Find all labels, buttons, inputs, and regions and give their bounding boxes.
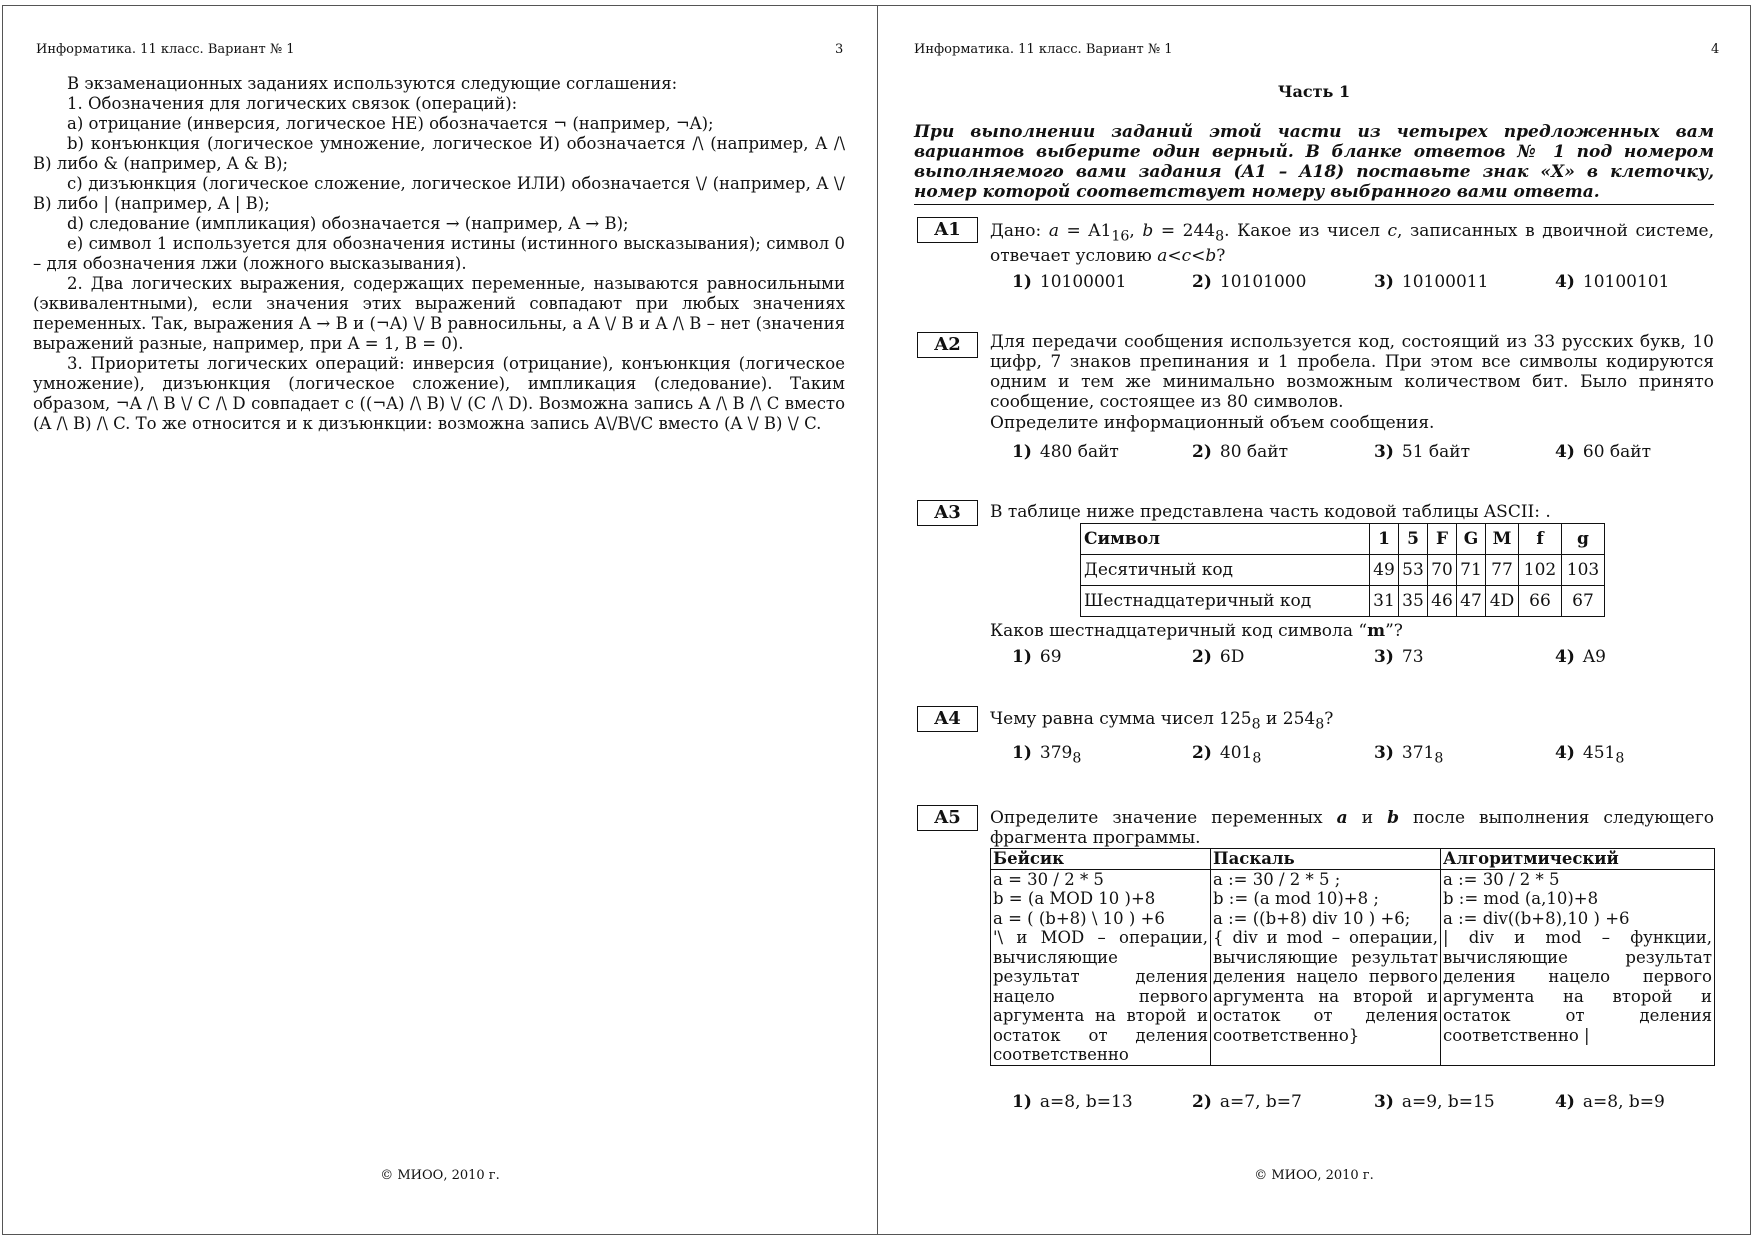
answer-option: 3) 51 байт [1374, 442, 1471, 462]
page-right [877, 5, 1751, 1235]
answer-options-a5 [1012, 1092, 1714, 1118]
table-header: Алгоритмический [1441, 849, 1715, 870]
page-footer: © МИОО, 2010 г. [1254, 1168, 1374, 1183]
table-cell: 47 [1457, 586, 1486, 617]
table-cell: 31 [1370, 586, 1399, 617]
answer-option: 2) 6D [1192, 647, 1245, 667]
table-cell: 71 [1457, 555, 1486, 586]
answer-option: 4) $451_8$ [1555, 743, 1625, 767]
var: c [1387, 221, 1398, 241]
question-text-a3-followup [990, 621, 1714, 641]
code-pascal: a := 30 / 2 * 5 ; b := (a mod 10)+8 ; a := ((b+8) div 10 ) +6; { div и mod – операции, вычисляющие результат деления нацело первого аргумента на второй и остаток от деления соответственно} [1211, 869, 1441, 1065]
question-label-a3: A3 [917, 500, 978, 526]
subscript: 16 [1111, 228, 1130, 245]
question-text-a3: В таблице ниже представлена часть кодовой таблицы ASCII: . [990, 502, 1551, 522]
text: Определите информационный объем сообщения. [990, 413, 1435, 433]
subscript: 8 [1315, 716, 1325, 733]
text: Чему равна сумма чисел 125 [990, 709, 1252, 729]
text: ? [1324, 709, 1334, 729]
text: ? [1216, 246, 1226, 267]
paragraph: 1. Обозначения для логических связок (операций): [67, 94, 518, 113]
var: a [1048, 221, 1059, 241]
text: = 244 [1153, 221, 1216, 241]
question-label-a4: A4 [917, 706, 978, 732]
code-basic: a = 30 / 2 * 5 b = (a MOD 10 )+8 a = ( (b+8) \ 10 ) +6 '\ и MOD – операции, вычисляющие результат деления нацело первого аргумента на второй и остаток от деления соответственно [991, 869, 1211, 1065]
answer-option: 4) A9 [1555, 647, 1606, 667]
question-label-a1: A1 [917, 217, 978, 243]
table-cell: 35 [1399, 586, 1428, 617]
text: ”? [1385, 621, 1403, 641]
answer-option: 1) $379_8$ [1012, 743, 1082, 767]
answer-options-a4 [1012, 743, 1714, 769]
var: b [1142, 221, 1154, 241]
paragraph: 2. Два логических выражения, содержащих переменные, называются равносильными (эквивалентными), если значения этих выражений совпадают при любых значениях переменных. Так, выражения A → B и (¬A) \/ B равносильны, а A \/ B и A /\ B – нет (значения выражений разные, например, при A = 1, B = 0). [33, 274, 845, 353]
page-number: 4 [1711, 42, 1720, 57]
paragraph: В экзаменационных заданиях используются следующие соглашения: [67, 74, 678, 93]
answer-options-a3 [1012, 647, 1714, 673]
var: a [1336, 808, 1348, 828]
table-cell: Символ [1081, 524, 1370, 555]
page-left [2, 5, 878, 1235]
paragraph: b) конъюнкция (логическое умножение, логическое И) обозначается /\ (например, A /\ B) либо & (например, A & B); [33, 134, 845, 173]
answer-option: 2) 10101000 [1192, 272, 1307, 292]
table-cell: 46 [1428, 586, 1457, 617]
table-cell: 77 [1486, 555, 1519, 586]
paragraph: e) символ 1 используется для обозначения истины (истинного высказывания); символ 0 – для обозначения лжи (ложного высказывания). [33, 234, 845, 273]
text: Каков шестнадцатеричный код символа “ [990, 621, 1368, 641]
table-cell: 4D [1486, 586, 1519, 617]
text: и [1347, 808, 1388, 828]
table-cell: 49 [1370, 555, 1399, 586]
table-header: Бейсик [991, 849, 1211, 870]
conventions-text [33, 74, 845, 434]
table-cell: M [1486, 524, 1519, 555]
page-header: Информатика. 11 класс. Вариант № 1 [914, 42, 1173, 57]
table-row [991, 869, 1715, 1065]
table-row [1081, 586, 1605, 617]
table-header: Паскаль [1211, 849, 1441, 870]
answer-option: 2) 80 байт [1192, 442, 1289, 462]
answer-option: 3) 73 [1374, 647, 1424, 667]
table-cell: f [1519, 524, 1562, 555]
text: Дано: [990, 221, 1049, 241]
paragraph: c) дизъюнкция (логическое сложение, логическое ИЛИ) обозначается \/ (например, A \/ B) либо | (например, A | B); [33, 174, 845, 213]
text: , записанных в двоичной системе, отвечает условию [990, 221, 1715, 267]
answer-option: 1) 480 байт [1012, 442, 1119, 462]
answer-option: 2) a=7, b=7 [1192, 1092, 1302, 1112]
program-table [990, 848, 1715, 1066]
answer-option: 4) 60 байт [1555, 442, 1652, 462]
paragraph: a) отрицание (инверсия, логическое НЕ) обозначается ¬ (например, ¬A); [67, 114, 714, 133]
text: = A1 [1058, 221, 1112, 241]
var: b [1387, 808, 1399, 828]
page-header: Информатика. 11 класс. Вариант № 1 [36, 42, 295, 57]
answer-option: 4) 10100101 [1555, 272, 1670, 292]
question-text-a5 [990, 808, 1714, 848]
instructions: При выполнении заданий этой части из четырех предложенных вам вариантов выберите один верный. В бланке ответов № 1 под номером выполняемого вами задания (A1 – A18) поставьте знак «X» в клеточку, номер которой соответствует номеру выбранного вами ответа. [914, 122, 1714, 205]
table-cell: 1 [1370, 524, 1399, 555]
question-text-a4 [990, 709, 1714, 734]
text: , [1129, 221, 1143, 241]
table-row [1081, 555, 1605, 586]
answer-options-a2 [1012, 442, 1714, 468]
answer-option: 4) a=8, b=9 [1555, 1092, 1665, 1112]
text: Для передачи сообщения используется код, состоящий из 33 русских букв, 10 цифр, 7 знаков препинания и 1 пробела. При этом все символы кодируются одним и тем же минимально возможным количеством бит. Было принято сообщение, состоящее из 80 символов. [990, 332, 1714, 412]
page-footer: © МИОО, 2010 г. [380, 1168, 500, 1183]
paragraph: 3. Приоритеты логических операций: инверсия (отрицание), конъюнкция (логическое умножение), дизъюнкция (логическое сложение), импликация (следование). Таким образом, ¬A /\ B \/ C /\ D совпадает с ((¬A) /\ B) \/ (C /\ D). Возможна запись A /\ B /\ C вместо (A /\ B) /\ C. То же относится и к дизъюнкции: возможна запись A\/B\/C вместо (A \/ B) \/ C. [33, 354, 845, 433]
text: . Какое из чисел [1224, 221, 1388, 241]
condition: a<c<b [1157, 246, 1217, 267]
table-cell: 53 [1399, 555, 1428, 586]
question-text-a1 [990, 221, 1714, 266]
answer-option: 3) a=9, b=15 [1374, 1092, 1495, 1112]
page-number: 3 [835, 42, 844, 57]
question-text-a2 [990, 332, 1714, 433]
table-cell: 67 [1562, 586, 1605, 617]
text: Определите значение переменных [990, 808, 1337, 828]
code-algorithmic: a := 30 / 2 * 5 b := mod (a,10)+8 a := div((b+8),10 ) +6 | div и mod – функции, вычисляющие результат деления нацело первого аргумента на второй и остаток от деления соответственно | [1441, 869, 1715, 1065]
paragraph: d) следование (импликация) обозначается → (например, A → B); [67, 214, 629, 233]
ascii-table [1080, 523, 1605, 617]
subscript: 8 [1215, 228, 1225, 245]
table-cell: 70 [1428, 555, 1457, 586]
part-title: Часть 1 [1277, 82, 1351, 101]
table-cell: 102 [1519, 555, 1562, 586]
table-cell: 103 [1562, 555, 1605, 586]
answer-options-a1 [1012, 272, 1714, 298]
answer-option: 1) 69 [1012, 647, 1062, 667]
answer-option: 1) 10100001 [1012, 272, 1127, 292]
answer-option: 3) 10100011 [1374, 272, 1489, 292]
question-label-a2: A2 [917, 332, 978, 358]
table-cell: 66 [1519, 586, 1562, 617]
table-cell: g [1562, 524, 1605, 555]
text: и 254 [1260, 709, 1316, 729]
text: после выполнения следующего фрагмента программы. [990, 808, 1715, 848]
answer-option: 1) a=8, b=13 [1012, 1092, 1133, 1112]
symbol: m [1367, 621, 1386, 641]
table-cell: G [1457, 524, 1486, 555]
table-cell: Десятичный код [1081, 555, 1370, 586]
table-cell: Шестнадцатеричный код [1081, 586, 1370, 617]
table-cell: F [1428, 524, 1457, 555]
table-row [991, 849, 1715, 870]
answer-option: 3) $371_8$ [1374, 743, 1444, 767]
answer-option: 2) $401_8$ [1192, 743, 1262, 767]
table-row [1081, 524, 1605, 555]
table-cell: 5 [1399, 524, 1428, 555]
subscript: 8 [1251, 716, 1261, 733]
question-label-a5: A5 [917, 805, 978, 831]
